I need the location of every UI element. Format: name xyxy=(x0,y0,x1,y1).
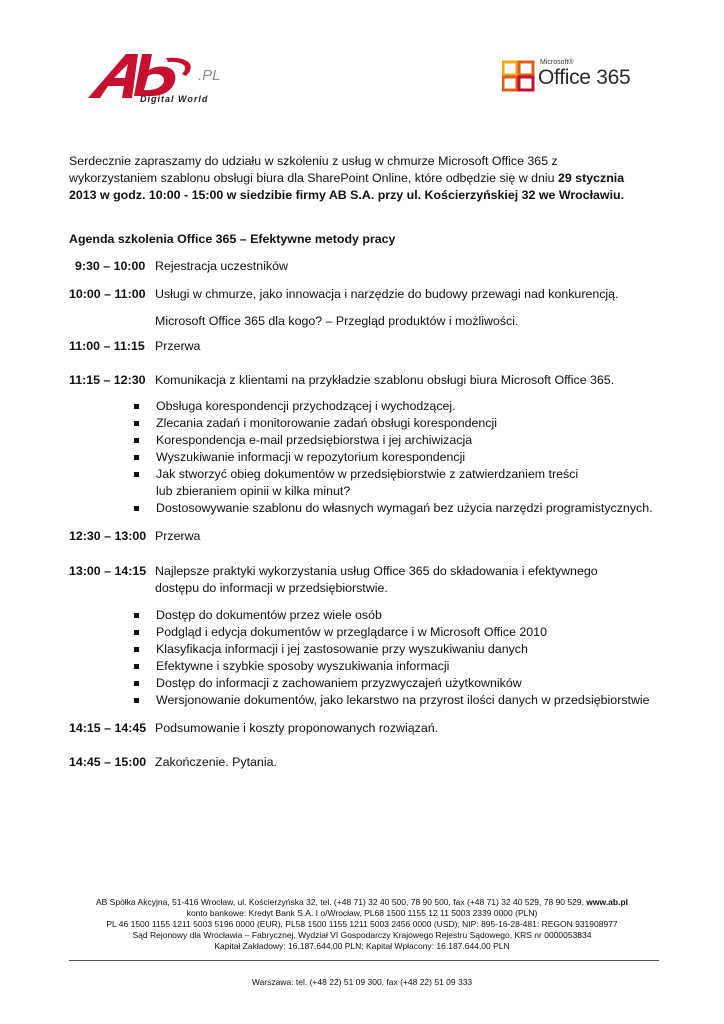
agenda-time: 9:30 – 10:00 xyxy=(75,259,146,273)
list-item-text: Zlecania zadań i monitorowanie zadań obsługi korespondencji xyxy=(156,416,497,430)
list-item-text: Jak stworzyć obieg dokumentów w przedsiębiorstwie z zatwierdzaniem treści lub zbieraniem opinii w kilka minut? xyxy=(156,467,579,498)
office-icon xyxy=(502,58,536,92)
agenda-text: Usługi w chmurze, jako innowacja i narzędzie do budowy przewagi nad konkurencją. xyxy=(155,287,619,301)
intro-text: Serdecznie zapraszamy do udziału w szkoleniu z usług w chmurze Microsoft Office 365 z wykorzystaniem szablonu obsługi biura dla SharePoint Online, które odbędzie się w dniu xyxy=(69,154,559,185)
agenda-text: Podsumowanie i koszty proponowanych rozwiązań. xyxy=(155,721,439,735)
agenda-time: 13:00 – 14:15 xyxy=(69,564,147,578)
agenda-time: 10:00 – 11:00 xyxy=(69,287,146,301)
list-item xyxy=(134,658,664,675)
list-item-text: Obsługa korespondencji przychodzącej i wychodzącej. xyxy=(156,399,456,413)
bullet-icon xyxy=(134,455,139,460)
bullet-icon xyxy=(134,421,139,426)
bullet-icon xyxy=(134,438,139,443)
list-item-text: Dostęp do dokumentów przez wiele osób xyxy=(156,608,382,622)
list-item xyxy=(134,624,664,641)
bullet-icon xyxy=(134,472,139,477)
list-item-text: Dostęp do informacji z zachowaniem przyzwyczajeń użytkowników xyxy=(156,676,522,690)
company-footer xyxy=(0,897,724,952)
footer-bank-line: konto bankowe: Kredyt Bank S.A. I o/Wrocław, PL68 1500 1155 12 11 5003 2339 0000 (PLN) xyxy=(186,908,538,918)
list-item xyxy=(134,415,664,432)
bullet-icon xyxy=(134,647,139,652)
bullet-list xyxy=(134,607,664,709)
agenda-title: Agenda szkolenia Office 365 – Efektywne metody pracy xyxy=(69,232,396,246)
bullet-icon xyxy=(134,404,139,409)
bullet-list xyxy=(134,398,664,517)
footer-website-link[interactable]: www.ab.pl xyxy=(586,897,629,907)
footer-address: AB Spółka Akcyjna, 51-416 Wrocław, ul. Kościerzyńska 32, tel. (+48 71) 32 40 500, 78 90 500, fax (+48 71) 32 40 529, 78 90 529, xyxy=(95,897,587,907)
list-item-text: Korespondencja e-mail przedsiębiorstwa i jej archiwizacja xyxy=(156,433,473,447)
list-item xyxy=(134,641,664,658)
agenda-time: 12:30 – 13:00 xyxy=(69,529,147,543)
list-item xyxy=(134,449,664,466)
list-item-text: Klasyfikacja informacji i jej zastosowanie przy wyszukiwaniu danych xyxy=(156,642,528,656)
agenda-text: Przerwa xyxy=(155,529,201,543)
bullet-icon xyxy=(134,664,139,669)
intro-date-location: 29 stycznia 2013 w godz. 10:00 - 15:00 w siedzibie firmy AB S.A. przy ul. Kościerzyńskiej 32 we Wrocławiu. xyxy=(69,171,625,202)
agenda-text: Zakończenie. Pytania. xyxy=(155,755,277,769)
svg-text:Digital World: Digital World xyxy=(140,94,209,104)
footer-capital-line: Kapitał Zakładowy: 16.187.644,00 PLN; Kapitał Wpłacony: 16.187.644,00 PLN xyxy=(214,941,510,951)
agenda-text: Komunikacja z klientami na przykładzie szablonu obsługi biura Microsoft Office 365. xyxy=(155,373,615,387)
intro-paragraph xyxy=(69,153,649,204)
agenda-time: 11:00 – 11:15 xyxy=(69,339,145,353)
list-item-text: Wyszukiwanie informacji w repozytorium korespondencji xyxy=(156,450,466,464)
footer-address-line xyxy=(0,897,724,908)
list-item xyxy=(134,466,596,500)
agenda-text: Rejestracja uczestników xyxy=(155,259,288,273)
list-item xyxy=(134,607,664,624)
list-item xyxy=(134,432,664,449)
list-item xyxy=(134,398,664,415)
agenda-text: Najlepsze praktyki wykorzystania usług Office 365 do składowania i efektywnego dostępu do informacji w przedsiębiorstwie. xyxy=(155,564,598,595)
list-item-text: Dostosowywanie szablonu do własnych wymagań bez użycia narzędzi programistycznych. xyxy=(156,501,653,515)
ab-pl-logo xyxy=(86,50,242,106)
list-item-text: Podgląd i edycja dokumentów w przeglądarce i w Microsoft Office 2010 xyxy=(156,625,547,639)
list-item-text: Wersjonowanie dokumentów, jako lekarstwo na przyrost ilości danych w przedsiębiorstwie xyxy=(156,693,650,707)
office-365-label: Office 365 xyxy=(538,66,631,89)
footer-divider xyxy=(69,960,659,961)
list-item-text: Efektywne i szybkie sposoby wyszukiwania informacji xyxy=(156,659,450,673)
svg-text:.PL: .PL xyxy=(198,67,221,84)
ab-logo-graphic xyxy=(86,50,242,106)
bullet-icon xyxy=(134,698,139,703)
agenda-time: 11:15 – 12:30 xyxy=(69,373,146,387)
bullet-icon xyxy=(134,506,139,511)
agenda-subtext: Microsoft Office 365 dla kogo? – Przegląd produktów i możliwości. xyxy=(155,314,519,328)
list-item xyxy=(134,675,664,692)
agenda-time: 14:45 – 15:00 xyxy=(69,755,147,769)
agenda-time: 14:15 – 14:45 xyxy=(69,721,147,735)
footer-court-line: Sąd Rejonowy dla Wrocławia – Fabrycznej, Wydział VI Gospodarczy Krajowego Rejestru Sądowego, KRS nr 0000053834 xyxy=(132,930,592,940)
footer-accounts-line: PL 46 1500 1155 1211 5003 5196 0000 (EUR), PL58 1500 1155 1211 5003 2456 0000 (USD); NIP: 895-16-28-481: REGON 931908977 xyxy=(106,919,618,929)
office-365-logo xyxy=(502,56,642,96)
footer-warsaw-contact: Warszawa: tel. (+48 22) 51 09 300, fax (+48 22) 51 09 333 xyxy=(251,977,473,987)
agenda-text: Przerwa xyxy=(155,339,201,353)
bullet-icon xyxy=(134,613,139,618)
bullet-icon xyxy=(134,681,139,686)
bullet-icon xyxy=(134,630,139,635)
list-item xyxy=(134,500,664,517)
microsoft-label: Microsoft® xyxy=(540,59,574,66)
list-item xyxy=(134,692,664,709)
